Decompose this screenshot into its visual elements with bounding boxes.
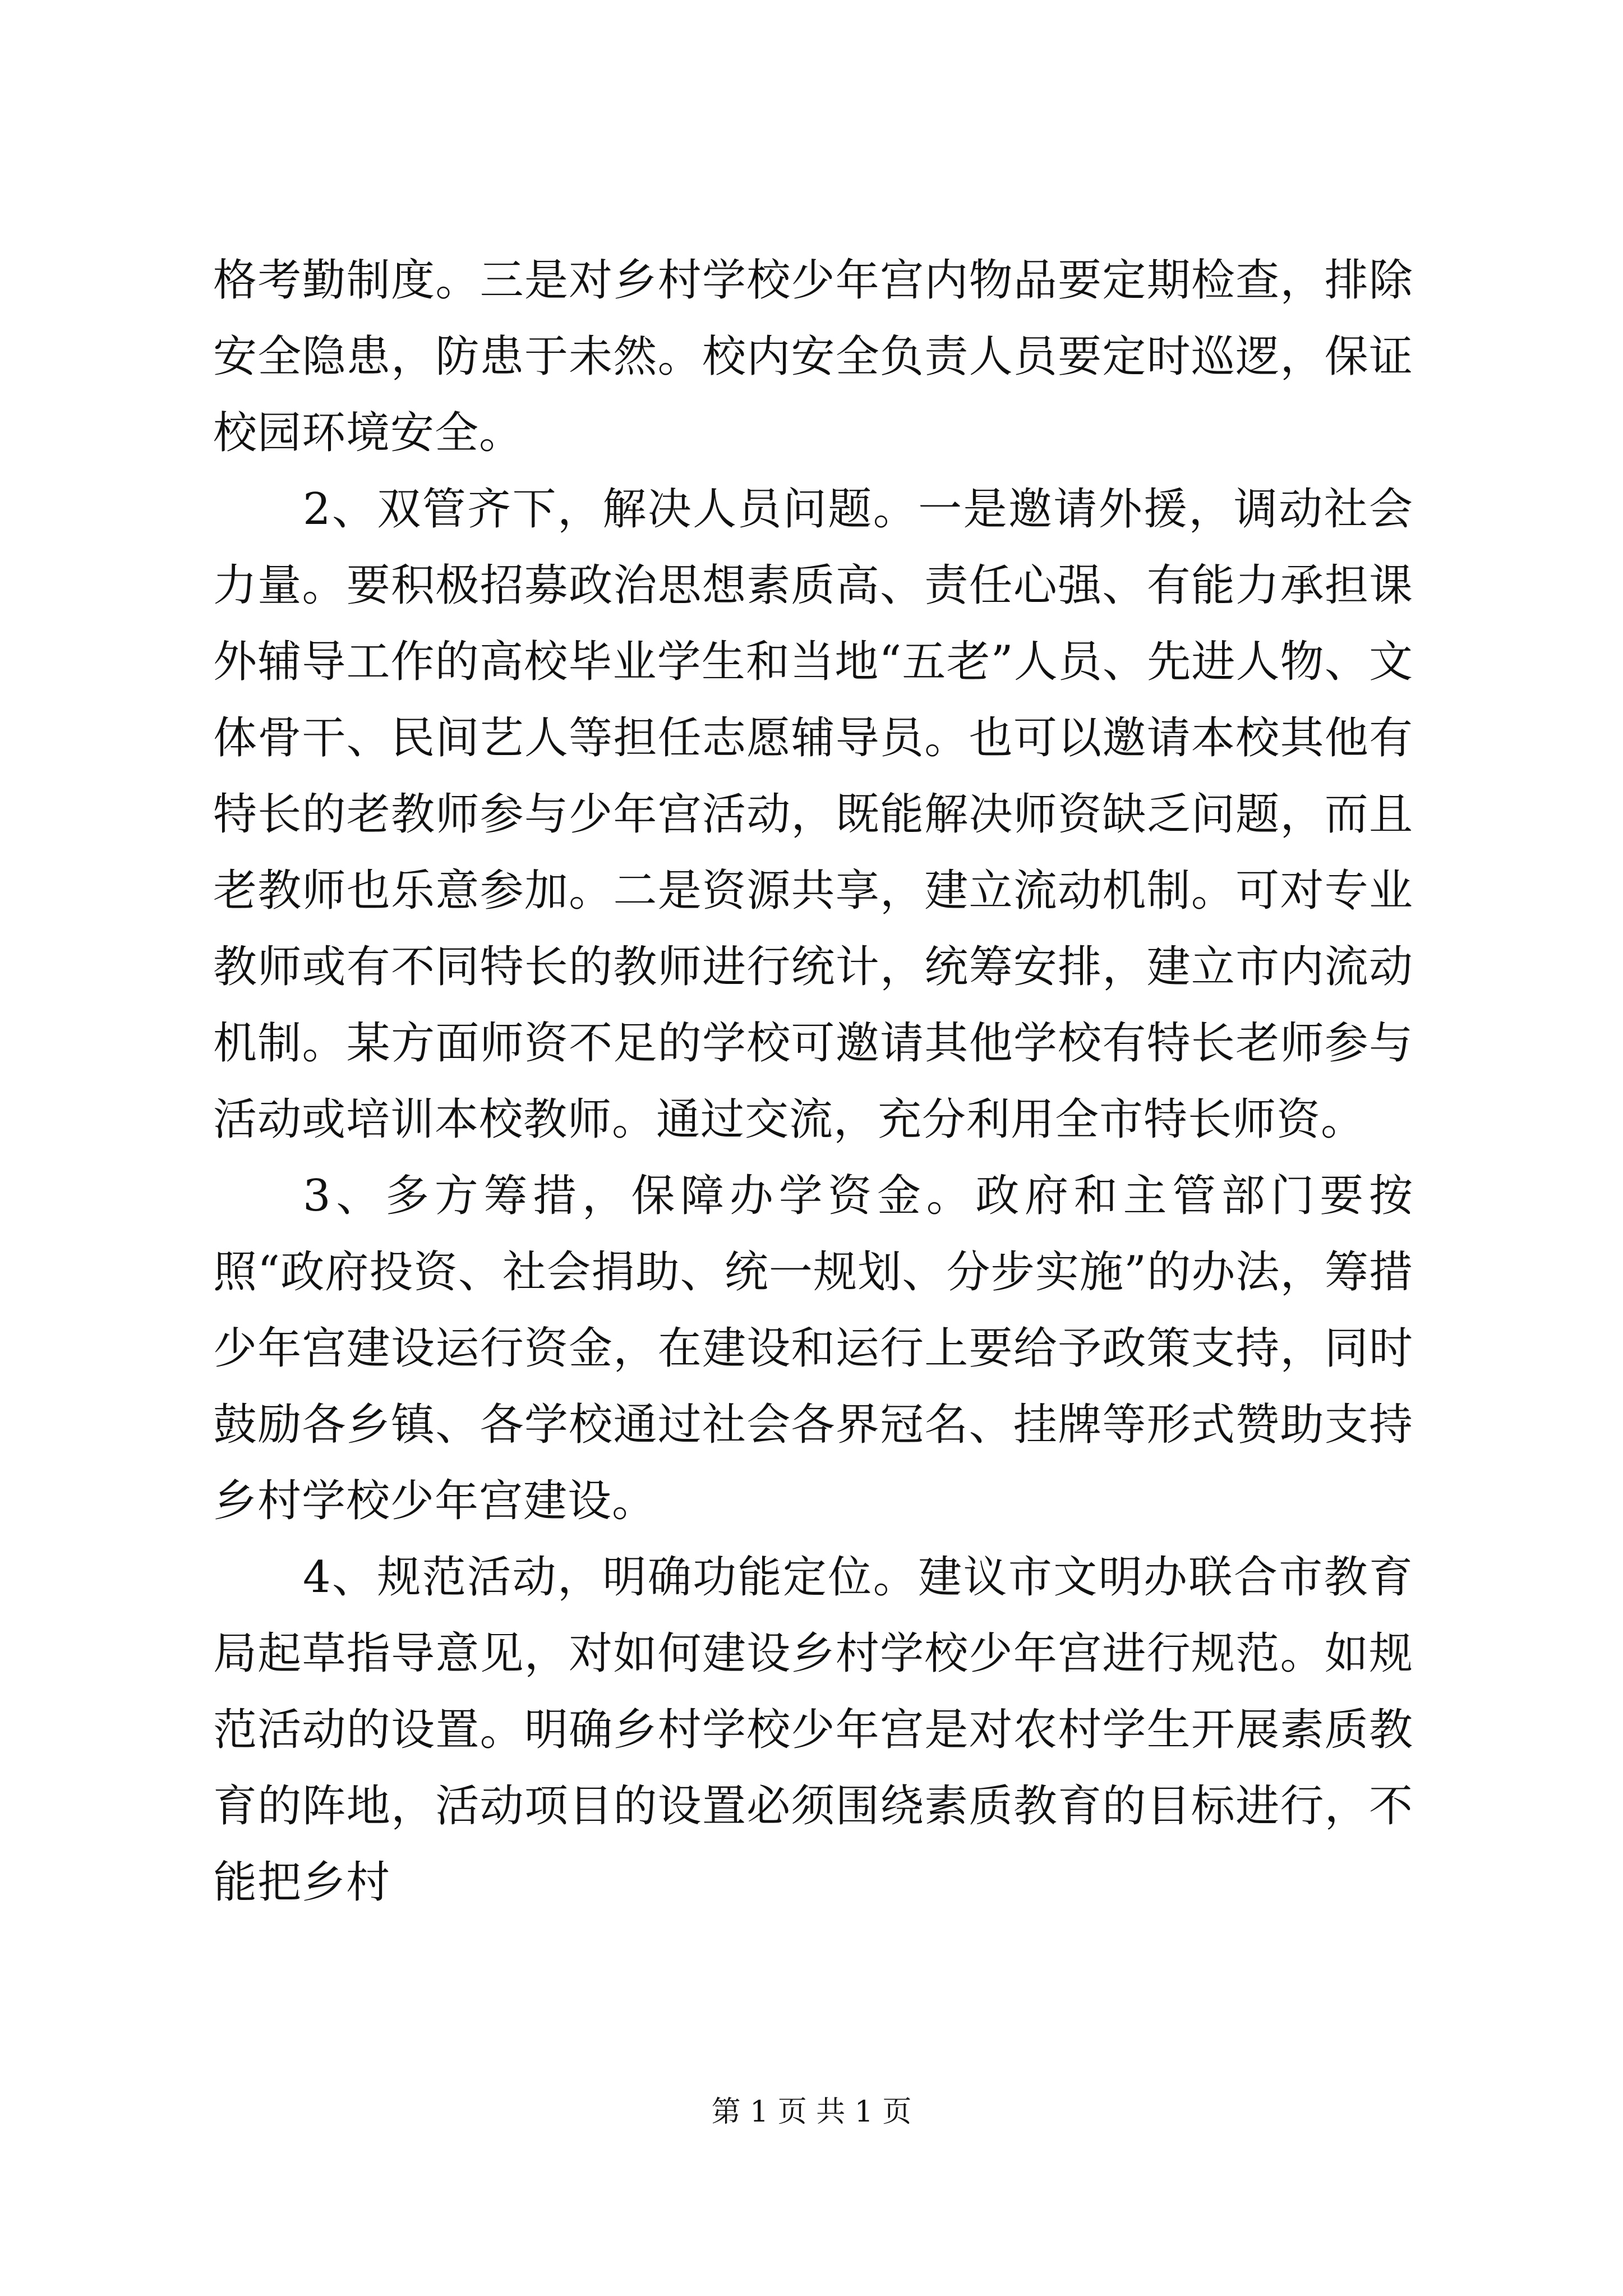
document-body xyxy=(213,242,1413,1921)
paragraph-1: 格考勤制度。三是对乡村学校少年宫内物品要定期检查，排除安全隐患，防患于未然。校内安全负责人员要定时巡逻，保证校园环境安全。 xyxy=(213,255,1413,458)
paragraph-2: 2、双管齐下，解决人员问题。一是邀请外援，调动社会力量。要积极招募政治思想素质高、责任心强、有能力承担课外辅导工作的高校毕业学生和当地“五老”人员、先进人物、文体骨干、民间艺人等担任志愿辅导员。也可以邀请本校其他有特长的老教师参与少年宫活动，既能解决师资缺乏问题，而且老教师也乐意参加。二是资源共享，建立流动机制。可对专业教师或有不同特长的教师进行统计，统筹安排，建立市内流动机制。某方面师资不足的学校可邀请其他学校有特长老师参与活动或培训本校教师。通过交流，充分利用全市特长师资。 xyxy=(213,484,1413,1145)
page-number-label: 第 1 页 共 1 页 xyxy=(711,2095,912,2129)
page-footer xyxy=(0,2092,1623,2132)
paragraph-4: 4、规范活动，明确功能定位。建议市文明办联合市教育局起草指导意见，对如何建设乡村学校少年宫进行规范。如规范活动的设置。明确乡村学校少年宫是对农村学生开展素质教育的阵地，活动项目的设置必须围绕素质教育的目标进行，不能把乡村 xyxy=(213,1552,1413,1908)
paragraph-3: 3、多方筹措，保障办学资金。政府和主管部门要按照“政府投资、社会捐助、统一规划、分步实施”的办法，筹措少年宫建设运行资金，在建设和运行上要给予政策支持，同时鼓励各乡镇、各学校通过社会各界冠名、挂牌等形式赞助支持乡村学校少年宫建设。 xyxy=(213,1171,1413,1526)
